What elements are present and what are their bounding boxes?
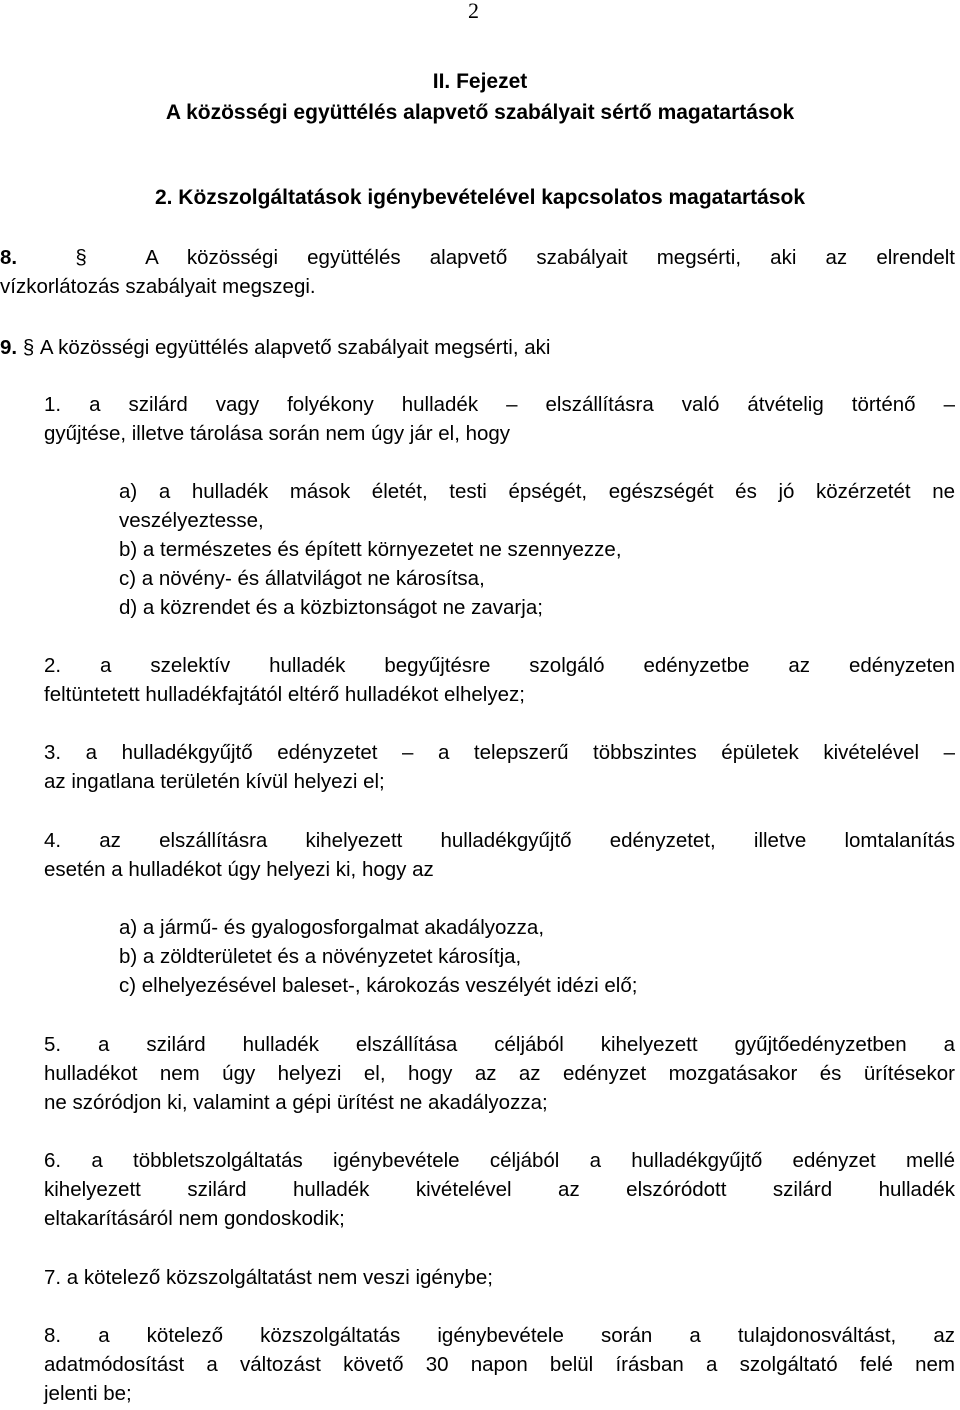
- point-4-subpoints: [119, 913, 955, 1000]
- point-7: [44, 1263, 955, 1292]
- paragraph-8-line-2: vízkorlátozás szabályait megszegi.: [0, 275, 316, 298]
- point-1-sub-a-line-2: veszélyeztesse,: [119, 509, 264, 532]
- point-1-line-1: 1. a szilárd vagy folyékony hulladék – elszállításra való átvételig történő –: [44, 393, 955, 416]
- point-1: [44, 390, 955, 448]
- point-8-line-1: 8. a kötelező közszolgáltatás igénybevétele során a tulajdonosváltást, az: [44, 1324, 955, 1347]
- point-8: [44, 1321, 955, 1408]
- chapter-subtitle: A közösségi együttélés alapvető szabályait sértő magatartások: [165, 101, 795, 124]
- point-1-subpoints: [119, 477, 955, 622]
- point-7-line-1: 7. a kötelező közszolgáltatást nem veszi igénybe;: [44, 1266, 493, 1289]
- point-8-line-3: jelenti be;: [44, 1382, 132, 1405]
- point-8-line-2: adatmódosítást a változást követő 30 napon belül írásban a szolgáltató felé nem: [44, 1353, 955, 1376]
- point-6: [44, 1146, 955, 1233]
- point-1-sub-b: b) a természetes és épített környezetet ne szennyezze,: [119, 538, 622, 561]
- point-3-line-1: 3. a hulladékgyűjtő edényzetet – a telepszerű többszintes épületek kivételével –: [44, 741, 955, 764]
- point-4: [44, 826, 955, 884]
- paragraph-8-line-1: 8. § A közösségi együttélés alapvető szabályait megsérti, aki az elrendelt: [0, 246, 955, 269]
- point-3-line-2: az ingatlana területén kívül helyezi el;: [44, 770, 385, 793]
- point-2: [44, 651, 955, 709]
- point-5: [44, 1030, 955, 1117]
- page-number: 2: [468, 0, 479, 23]
- point-3: [44, 738, 955, 796]
- paragraph-8: [0, 243, 955, 301]
- paragraph-9-line-1: 9. § A közösségi együttélés alapvető szabályait megsérti, aki: [0, 336, 551, 359]
- point-5-line-1: 5. a szilárd hulladék elszállítása céljából kihelyezett gyűjtőedényzetben a: [44, 1033, 955, 1056]
- point-6-line-2: kihelyezett szilárd hulladék kivételével az elszóródott szilárd hulladék: [44, 1178, 955, 1201]
- point-2-line-2: feltüntetett hulladékfajtától eltérő hulladékot elhelyez;: [44, 683, 525, 706]
- paragraph-9-number: 9.: [0, 336, 18, 359]
- point-1-sub-d: d) a közrendet és a közbiztonságot ne zavarja;: [119, 596, 543, 619]
- point-1-sub-a-line-1: a) a hulladék mások életét, testi épségét, egészségét és jó közérzetét ne: [119, 480, 955, 503]
- point-1-sub-c: c) a növény- és állatvilágot ne károsítsa,: [119, 567, 485, 590]
- point-4-sub-c: c) elhelyezésével baleset-, károkozás veszélyét idézi elő;: [119, 974, 638, 997]
- point-2-line-1: 2. a szelektív hulladék begyűjtésre szolgáló edényzetbe az edényzeten: [44, 654, 955, 677]
- section-heading: 2. Közszolgáltatások igénybevételével kapcsolatos magatartások: [154, 186, 806, 209]
- section-sign-icon: §: [22, 336, 35, 359]
- point-4-sub-a: a) a jármű- és gyalogosforgalmat akadályozza,: [119, 916, 545, 939]
- point-6-line-1: 6. a többletszolgáltatás igénybevétele céljából a hulladékgyűjtő edényzet mellé: [44, 1149, 955, 1172]
- point-5-line-2: hulladékot nem úgy helyezi el, hogy az az edényzet mozgatásakor és ürítésekor: [44, 1062, 955, 1085]
- point-4-line-1: 4. az elszállításra kihelyezett hulladékgyűjtő edényzetet, illetve lomtalanítás: [44, 829, 955, 852]
- paragraph-8-number: 8.: [0, 246, 18, 269]
- point-6-line-3: eltakarításáról nem gondoskodik;: [44, 1207, 345, 1230]
- point-1-line-2: gyűjtése, illetve tárolása során nem úgy jár el, hogy: [44, 422, 511, 445]
- point-4-line-2: esetén a hulladékot úgy helyezi ki, hogy az: [44, 858, 434, 881]
- chapter-title: II. Fejezet: [432, 70, 528, 93]
- section-sign-icon: §: [75, 246, 87, 269]
- point-4-sub-b: b) a zöldterületet és a növényzetet károsítja,: [119, 945, 522, 968]
- paragraph-9: [0, 333, 955, 362]
- point-5-line-3: ne szóródjon ki, valamint a gépi ürítést ne akadályozza;: [44, 1091, 548, 1114]
